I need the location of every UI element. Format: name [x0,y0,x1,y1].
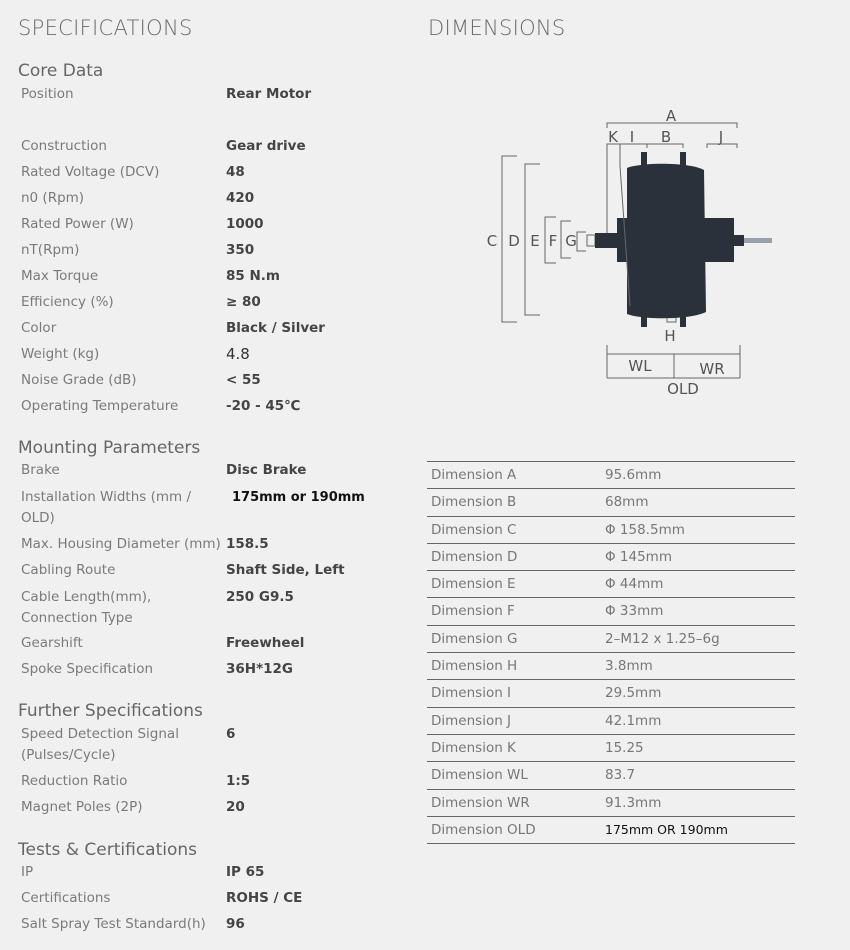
spec-label: Max Torque [21,268,99,284]
dimension-value: 91.3mm [605,794,662,811]
spec-label: Spoke Specification [21,661,154,677]
spec-label: Reduction Ratio [21,773,128,789]
spec-label: Weight (kg) [21,346,100,362]
spec-label-line2: (Pulses/Cycle) [21,747,116,763]
dimension-value: 68mm [605,494,649,511]
spec-value: 175mm or 190mm [232,490,365,505]
label-h: H [664,327,676,345]
spec-value: ROHS / CE [226,890,303,906]
spec-label: Rated Power (W) [21,216,134,232]
label-wr: WR [699,360,725,378]
spec-label: Speed Detection Signal [21,726,179,742]
dimension-row-h [427,652,795,679]
spec-value: 1:5 [226,773,251,789]
spec-label: nT(Rpm) [21,242,80,258]
spec-value: Rear Motor [226,86,312,102]
dimension-name: Dimension J [431,712,512,729]
spec-value: Disc Brake [226,462,307,478]
spec-value: 6 [226,726,236,742]
spec-value: Gear drive [226,138,306,154]
spec-value: Shaft Side, Left [226,562,345,578]
label-e: E [530,232,540,250]
spec-label-line2: OLD) [21,510,55,526]
dimension-row-wl [427,761,795,788]
spec-label: n0 (Rpm) [21,190,85,206]
spec-value: 48 [226,164,245,180]
spec-label: Magnet Poles (2P) [21,799,143,815]
dimension-value: 3.8mm [605,658,653,675]
spec-value: ≥ 80 [226,294,261,310]
spec-value: IP 65 [226,864,265,880]
further-specifications-title: Further Specifications [18,701,203,721]
spec-label: Cable Length(mm), [21,589,152,605]
spec-label: Brake [21,462,60,478]
spec-value: -20 - 45℃ [226,398,301,414]
spec-label: Gearshift [21,635,83,651]
dimension-row-g [427,625,795,652]
dimension-name: Dimension A [431,467,517,483]
spec-value: 250 G9.5 [226,589,294,605]
label-wl: WL [628,357,652,375]
spec-label: Certifications [21,890,111,906]
spec-label: Cabling Route [21,562,116,578]
dimension-value: 29.5mm [605,685,662,702]
dimension-value: Φ 33mm [605,603,664,620]
spec-value: Freewheel [226,635,305,651]
label-old: OLD [667,380,699,398]
label-a: A [665,107,677,125]
tests-certifications-title: Tests & Certifications [18,840,197,860]
dimension-value: 2–M12 x 1.25–6g [605,630,720,647]
hub-motor-dimension-diagram [470,100,790,405]
spec-value: 420 [226,190,255,206]
spec-value: < 55 [226,372,261,388]
dimension-name: Dimension WR [431,794,530,811]
dimension-row-d [427,543,795,570]
dimension-value: 15.25 [605,739,644,756]
spec-value: 4.8 [226,345,250,363]
dimension-name: Dimension I [431,685,512,702]
dimension-name: Dimension D [431,548,518,565]
dimension-name: Dimension F [431,603,515,620]
dimension-name: Dimension OLD [431,821,536,838]
dimension-value: Φ 145mm [605,548,672,565]
spec-value: 20 [226,799,245,815]
dimension-value: Φ 44mm [605,576,664,593]
dimension-name: Dimension E [431,576,516,593]
dimension-row-j [427,707,795,734]
label-c: C [486,232,498,250]
dimension-value: 83.7 [605,767,636,784]
label-b: B [660,128,672,146]
spec-value: 96 [226,916,245,932]
spec-label: Noise Grade (dB) [21,372,137,388]
dimension-value: 42.1mm [605,712,662,729]
label-k: K [608,128,618,146]
specifications-heading: SPECIFICATIONS [18,16,193,40]
dimension-name: Dimension K [431,739,516,756]
dimension-value: 175mm OR 190mm [605,821,728,837]
spec-label: Installation Widths (mm / [21,489,192,505]
spec-value: 85 N.m [226,268,280,284]
spec-value: 1000 [226,216,264,232]
dimension-row-c [427,516,795,543]
spec-label: Operating Temperature [21,398,179,414]
dimension-row-old [427,816,795,844]
dimension-value: Φ 158.5mm [605,521,685,538]
dimension-row-f [427,597,795,624]
spec-value: 36H*12G [226,661,294,677]
dimensions-heading: DIMENSIONS [428,16,566,40]
dimension-name: Dimension C [431,521,517,538]
spec-label: Max. Housing Diameter (mm) [21,536,221,552]
label-j: J [718,128,724,146]
spec-label: Position [21,86,74,102]
spec-label: Salt Spray Test Standard(h) [21,916,206,932]
dimension-table [427,461,795,844]
dimension-row-i [427,679,795,706]
label-f: F [548,232,558,250]
spec-value: 158.5 [226,536,269,552]
spec-label: IP [21,864,34,880]
dimension-value: 95.6mm [605,467,662,483]
spec-label: Rated Voltage (DCV) [21,164,160,180]
spec-label: Color [21,320,57,336]
label-i: I [629,128,635,146]
mounting-parameters-title: Mounting Parameters [18,438,201,458]
dimension-name: Dimension WL [431,767,528,784]
core-data-title: Core Data [18,61,104,81]
spec-label: Efficiency (%) [21,294,114,310]
spec-label: Construction [21,138,107,154]
dimension-row-k [427,734,795,761]
label-d: D [508,232,520,250]
spec-label-line2: Connection Type [21,610,133,626]
dimension-row-a [427,461,795,488]
dimension-name: Dimension H [431,658,518,675]
dimension-row-wr [427,789,795,816]
spec-value: Black / Silver [226,320,325,336]
dimension-row-b [427,488,795,515]
dimension-name: Dimension B [431,494,517,511]
dimension-row-e [427,570,795,597]
spec-value: 350 [226,242,255,258]
dimension-name: Dimension G [431,630,518,647]
label-g: G [565,232,577,250]
